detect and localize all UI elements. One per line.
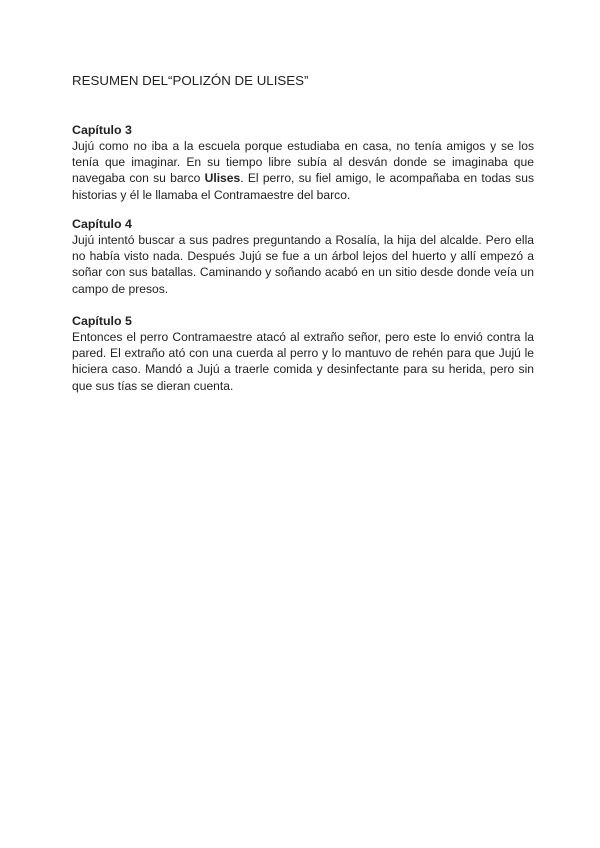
chapter-3-text-end: . El perro, su fiel amigo, le acompañaba en todas sus historias y él le llamaba el Contramaestre del barco.: [72, 171, 534, 202]
ship-name: Ulises: [204, 171, 241, 186]
document-title: RESUMEN DEL“POLIZÓN DE ULISES”: [72, 73, 309, 88]
chapter-3-text-start: Jujú como no iba a la escuela porque estudiaba en casa, no tenía amigos y se los tenía que imaginar. En su tiempo libre subía al desván donde se imaginaba que navegaba con su barco: [72, 139, 534, 186]
chapter-5-heading: Capítulo 5: [72, 314, 132, 328]
chapter-3-text: [72, 138, 534, 203]
chapter-5-section: [72, 313, 534, 394]
chapter-3-section: [72, 122, 534, 203]
chapter-4-text: Jujú intentó buscar a sus padres preguntando a Rosalía, la hija del alcalde. Pero ella no había visto nada. Después Jujú se fue a un árbol lejos del huerto y allí empezó a soñar con sus batallas. Caminando y soñando acabó en un sitio desde donde veía un campo de presos.: [72, 233, 534, 296]
chapter-3-heading: Capítulo 3: [72, 123, 132, 137]
chapter-4-heading: Capítulo 4: [72, 217, 132, 231]
chapter-4-section: [72, 216, 534, 297]
chapter-5-text: Entonces el perro Contramaestre atacó al extraño señor, pero este lo envió contra la pared. El extraño ató con una cuerda al perro y lo mantuvo de rehén para que Jujú le hiciera caso. Mandó a Jujú a traerle comida y desinfectante para su herida, pero sin que sus tías se dieran cuenta.: [72, 330, 534, 393]
